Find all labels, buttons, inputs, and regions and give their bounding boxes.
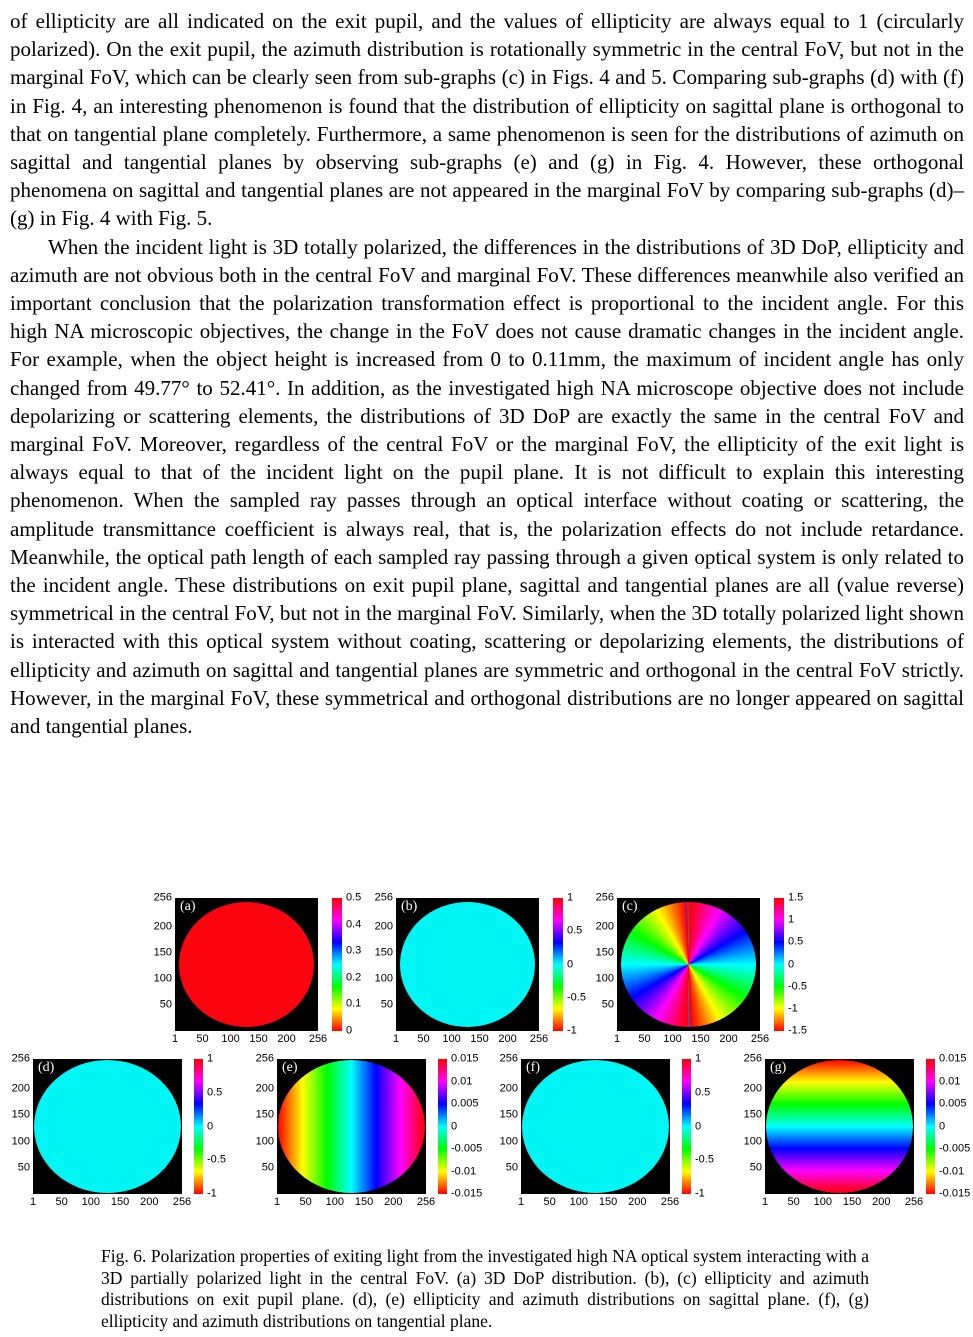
colorbar-d <box>194 1059 203 1194</box>
y-tick-label: 50 <box>17 1161 30 1174</box>
colorbar-tick-label: -0.015 <box>451 1187 483 1200</box>
subplot-b <box>368 891 589 1047</box>
x-tick-label: 100 <box>569 1196 589 1208</box>
colorbar-tick-label: -1 <box>788 1002 798 1015</box>
y-tick-label: 150 <box>595 946 614 959</box>
colorbar-tick-label: -1.5 <box>788 1024 807 1037</box>
x-tick-label: 150 <box>691 1033 710 1045</box>
x-tick-label: 150 <box>470 1033 489 1045</box>
x-tick-label: 50 <box>417 1033 430 1045</box>
colorbar-ticks-d <box>203 1052 237 1200</box>
x-tick-label: 200 <box>628 1196 647 1208</box>
y-tick-label: 256 <box>743 1052 762 1065</box>
subplot-g-axes <box>765 1059 914 1194</box>
colorbar-tick-label: 0 <box>695 1120 702 1132</box>
subplot-c-plot-area <box>589 891 810 1037</box>
x-tick-label: 100 <box>81 1196 101 1208</box>
colorbar-ticks-e <box>447 1052 483 1200</box>
figure-row-bottom <box>0 1052 973 1210</box>
x-tick-label: 256 <box>308 1033 328 1045</box>
subplot-g-letter: (g) <box>770 1060 787 1075</box>
subplot-b-letter: (b) <box>401 899 418 914</box>
colorbar-tick-label: 0.5 <box>695 1086 711 1099</box>
x-tick-label: 200 <box>719 1033 738 1045</box>
y-axis-e <box>250 1052 277 1194</box>
y-axis-b <box>368 891 396 1031</box>
y-tick-label: 200 <box>499 1082 518 1095</box>
x-tick-label: 200 <box>140 1196 159 1208</box>
colorbar-tick-label: -1 <box>695 1187 705 1200</box>
subplot-d-letter: (d) <box>38 1060 55 1075</box>
x-tick-label: 256 <box>904 1196 924 1208</box>
colorbar-tick-label: 0.1 <box>346 997 362 1010</box>
x-tick-label: 256 <box>750 1033 770 1045</box>
subplot-a <box>147 891 368 1047</box>
subplot-e <box>250 1052 483 1210</box>
y-tick-label: 256 <box>255 1052 274 1065</box>
colorbar-tick-label: -1 <box>567 1024 577 1037</box>
colorbar-tick-label: 0.5 <box>567 924 583 937</box>
colorbar-tick-label: 1 <box>788 913 795 926</box>
y-tick-label: 150 <box>255 1108 274 1121</box>
y-tick-label: 256 <box>11 1052 30 1065</box>
colorbar-tick-label: 0.2 <box>346 971 362 984</box>
x-axis-g <box>761 1196 924 1210</box>
colorbar-tick-label: 0.015 <box>451 1052 479 1065</box>
subplot-e-letter: (e) <box>282 1060 298 1075</box>
colorbar-tick-label: 0 <box>451 1120 458 1132</box>
colorbar-tick-label: 0.01 <box>939 1075 961 1087</box>
x-tick-label: 1 <box>392 1033 400 1045</box>
colorbar-tick-label: 0.005 <box>451 1097 479 1110</box>
x-tick-label: 1 <box>517 1196 525 1208</box>
y-tick-label: 150 <box>743 1108 762 1121</box>
x-axis-a <box>171 1033 328 1047</box>
colorbar-tick-label: -0.005 <box>939 1142 971 1155</box>
subplot-a-plot-area <box>147 891 368 1037</box>
y-tick-label: 50 <box>261 1161 274 1174</box>
colorbar-tick-label: 0.4 <box>346 918 362 931</box>
y-tick-label: 100 <box>743 1135 762 1148</box>
x-tick-label: 1 <box>171 1033 179 1045</box>
y-tick-label: 50 <box>601 998 614 1011</box>
x-tick-label: 200 <box>872 1196 891 1208</box>
colorbar-tick-label: -0.015 <box>939 1187 971 1200</box>
x-tick-label: 200 <box>277 1033 296 1045</box>
x-tick-label: 100 <box>813 1196 833 1208</box>
x-tick-label: 256 <box>416 1196 436 1208</box>
x-tick-label: 100 <box>221 1033 240 1045</box>
y-tick-label: 150 <box>11 1108 30 1121</box>
subplot-c-letter: (c) <box>622 899 638 914</box>
x-tick-label: 256 <box>529 1033 549 1045</box>
subplot-g-distribution <box>766 1060 913 1193</box>
x-axis-f <box>517 1196 680 1210</box>
colorbar-tick-label: 0.3 <box>346 944 362 957</box>
colorbar-e <box>438 1059 447 1194</box>
x-tick-label: 100 <box>442 1033 461 1045</box>
y-tick-label: 100 <box>499 1135 518 1148</box>
x-tick-label: 1 <box>29 1196 37 1208</box>
colorbar-ticks-f <box>691 1052 725 1200</box>
colorbar-tick-label: 0.015 <box>939 1052 967 1065</box>
y-tick-label: 256 <box>374 891 393 904</box>
y-axis-d <box>6 1052 33 1194</box>
y-tick-label: 200 <box>153 920 172 933</box>
y-tick-label: 100 <box>595 972 614 985</box>
subplot-d-distribution <box>34 1060 181 1193</box>
subplot-d-plot-area <box>6 1052 237 1200</box>
subplot-g <box>738 1052 971 1210</box>
x-axis-d <box>29 1196 192 1210</box>
colorbar-tick-label: 1 <box>695 1052 702 1065</box>
colorbar-tick-label: -1 <box>207 1187 217 1200</box>
y-axis-g <box>738 1052 765 1194</box>
x-tick-label: 150 <box>110 1196 130 1208</box>
subplot-e-axes <box>277 1059 426 1194</box>
y-axis-a <box>147 891 175 1031</box>
y-tick-label: 256 <box>595 891 614 904</box>
figure-caption: Fig. 6. Polarization properties of exiting light from the investigated high NA optical system interacting with a 3D partially polarized light in the central FoV. (a) 3D DoP distribution. (b), (c) ellipticity and azimuth distributions on exit pupil plane. (d), (e) ellipticity and azimuth distributions on sagittal plane. (f), (g) ellipticity and azimuth distributions on tangential plane. <box>101 1246 869 1331</box>
subplot-g-plot-area <box>738 1052 971 1200</box>
y-axis-c <box>589 891 617 1031</box>
colorbar-tick-label: 0 <box>207 1120 214 1132</box>
x-tick-label: 50 <box>55 1196 68 1208</box>
subplot-a-axes <box>175 898 318 1031</box>
y-tick-label: 150 <box>499 1108 518 1121</box>
colorbar-tick-label: -0.5 <box>695 1153 714 1166</box>
x-tick-label: 150 <box>598 1196 618 1208</box>
x-axis-c <box>613 1033 770 1047</box>
subplot-e-distribution <box>278 1060 425 1193</box>
x-tick-label: 50 <box>196 1033 209 1045</box>
y-tick-label: 100 <box>11 1135 30 1148</box>
x-tick-label: 256 <box>660 1196 680 1208</box>
colorbar-tick-label: -0.01 <box>451 1165 477 1177</box>
colorbar-g <box>926 1059 935 1194</box>
colorbar-tick-label: 1 <box>567 891 574 904</box>
colorbar-tick-label: 0.01 <box>451 1075 473 1087</box>
colorbar-ticks-b <box>563 891 589 1037</box>
colorbar-tick-label: -0.01 <box>939 1165 965 1177</box>
y-tick-label: 100 <box>255 1135 274 1148</box>
x-tick-label: 1 <box>761 1196 769 1208</box>
colorbar-tick-label: -0.5 <box>788 980 807 993</box>
y-tick-label: 256 <box>499 1052 518 1065</box>
y-tick-label: 150 <box>153 946 172 959</box>
x-tick-label: 200 <box>384 1196 403 1208</box>
y-axis-f <box>494 1052 521 1194</box>
x-tick-label: 150 <box>842 1196 862 1208</box>
colorbar-ticks-c <box>784 891 810 1037</box>
colorbar-tick-label: 1.5 <box>788 891 804 904</box>
y-tick-label: 200 <box>374 920 393 933</box>
colorbar-tick-label: 0.005 <box>939 1097 967 1110</box>
y-tick-label: 200 <box>11 1082 30 1095</box>
y-tick-label: 100 <box>153 972 172 985</box>
y-tick-label: 50 <box>380 998 393 1011</box>
subplot-b-distribution <box>400 899 535 1027</box>
x-axis-e <box>273 1196 436 1210</box>
x-tick-label: 150 <box>354 1196 374 1208</box>
colorbar-tick-label: -0.5 <box>567 991 586 1004</box>
y-tick-label: 200 <box>743 1082 762 1095</box>
y-tick-label: 100 <box>374 972 393 985</box>
figure-6 <box>0 891 973 1210</box>
subplot-f-axes <box>521 1059 670 1194</box>
paragraph-2: When the incident light is 3D totally polarized, the differences in the distributions of 3D DoP, ellipticity and azimuth are not obvious both in the central FoV and marginal FoV. These differences meanwhile also verified an important conclusion that the polarization transformation effect is proportional to the incident angle. For this high NA microscopic objectives, the change in the FoV does not cause dramatic changes in the incident angle. For example, when the object height is increased from 0 to 0.11mm, the maximum of incident angle has only changed from 49.77° to 52.41°. In addition, as the investigated high NA microscope objective does not include depolarizing or scattering elements, the distributions of 3D DoP are exactly the same in the central FoV and marginal FoV. Moreover, regardless of the central FoV or the marginal FoV, the ellipticity of the exit light is always equal to that of the incident light on the pupil plane. It is not difficult to explain this interesting phenomenon. When the sampled ray passes through an optical interface without coating or scattering, the amplitude transmittance coefficient is always real, that is, the polarization effects do not include retardance. Meanwhile, the optical path length of each sampled ray passing through a given optical system is only related to the incident angle. These distributions on exit pupil plane, sagittal and tangential planes are all (value reverse) symmetrical in the central FoV, but not in the marginal FoV. Similarly, when the 3D totally polarized light shown is interacted with this optical system without coating, scattering or depolarizing elements, the distributions of ellipticity and azimuth on sagittal and tangential planes are symmetric and orthogonal in the central FoV strictly. However, in the marginal FoV, these symmetrical and orthogonal distributions are no longer appeared on sagittal and tangential planes. <box>10 234 964 739</box>
subplot-e-plot-area <box>250 1052 483 1200</box>
colorbar-tick-label: -0.005 <box>451 1142 483 1155</box>
subplot-c-axes <box>617 898 760 1031</box>
subplot-f-letter: (f) <box>526 1060 540 1075</box>
colorbar-tick-label: -0.5 <box>207 1153 226 1166</box>
colorbar-tick-label: 1 <box>207 1052 214 1065</box>
colorbar-tick-label: 0.5 <box>346 891 362 904</box>
y-tick-label: 150 <box>374 946 393 959</box>
subplot-f-plot-area <box>494 1052 725 1200</box>
subplot-f-distribution <box>522 1060 669 1193</box>
subplot-c-distribution <box>621 899 756 1027</box>
colorbar-tick-label: 0 <box>346 1024 353 1037</box>
colorbar-b <box>553 898 563 1031</box>
colorbar-c <box>774 898 784 1031</box>
colorbar-tick-label: 0.5 <box>788 935 804 948</box>
colorbar-ticks-a <box>342 891 368 1037</box>
colorbar-tick-label: 0.5 <box>207 1086 223 1099</box>
x-tick-label: 50 <box>638 1033 651 1045</box>
colorbar-ticks-g <box>935 1052 971 1200</box>
subplot-c <box>589 891 810 1047</box>
y-tick-label: 50 <box>159 998 172 1011</box>
y-tick-label: 200 <box>255 1082 274 1095</box>
subplot-b-axes <box>396 898 539 1031</box>
colorbar-tick-label: 0 <box>788 958 795 970</box>
colorbar-tick-label: 0 <box>939 1120 946 1132</box>
y-tick-label: 50 <box>505 1161 518 1174</box>
x-tick-label: 1 <box>273 1196 281 1208</box>
x-tick-label: 256 <box>172 1196 192 1208</box>
subplot-b-plot-area <box>368 891 589 1037</box>
colorbar-tick-label: 0 <box>567 958 574 970</box>
x-tick-label: 50 <box>299 1196 312 1208</box>
x-tick-label: 200 <box>498 1033 517 1045</box>
colorbar-a <box>332 898 342 1031</box>
x-tick-label: 100 <box>325 1196 345 1208</box>
x-tick-label: 1 <box>613 1033 621 1045</box>
x-axis-b <box>392 1033 549 1047</box>
subplot-a-distribution <box>179 899 314 1027</box>
y-tick-label: 256 <box>153 891 172 904</box>
subplot-f <box>494 1052 725 1210</box>
subplot-a-letter: (a) <box>180 899 196 914</box>
x-tick-label: 50 <box>787 1196 800 1208</box>
x-tick-label: 100 <box>663 1033 682 1045</box>
x-tick-label: 150 <box>249 1033 268 1045</box>
subplot-d-axes <box>33 1059 182 1194</box>
colorbar-f <box>682 1059 691 1194</box>
subplot-d <box>6 1052 237 1210</box>
x-tick-label: 50 <box>543 1196 556 1208</box>
figure-row-top <box>0 891 973 1047</box>
y-tick-label: 200 <box>595 920 614 933</box>
paragraph-1: of ellipticity are all indicated on the exit pupil, and the values of ellipticity are always equal to 1 (circularly polarized). On the exit pupil, the azimuth distribution is rotationally symmetric in the central FoV, but not in the marginal FoV, which can be clearly seen from sub-graphs (c) in Figs. 4 and 5. Comparing sub-graphs (d) with (f) in Fig. 4, an interesting phenomenon is found that the distribution of ellipticity on sagittal plane is orthogonal to that on tangential plane completely. Furthermore, a same phenomenon is seen for the distributions of azimuth on sagittal and tangential planes by observing sub-graphs (e) and (g) in Fig. 4. However, these orthogonal phenomena on sagittal and tangential planes are not appeared in the marginal FoV by comparing sub-graphs (d)–(g) in Fig. 4 with Fig. 5. <box>10 9 964 231</box>
y-tick-label: 50 <box>749 1161 762 1174</box>
